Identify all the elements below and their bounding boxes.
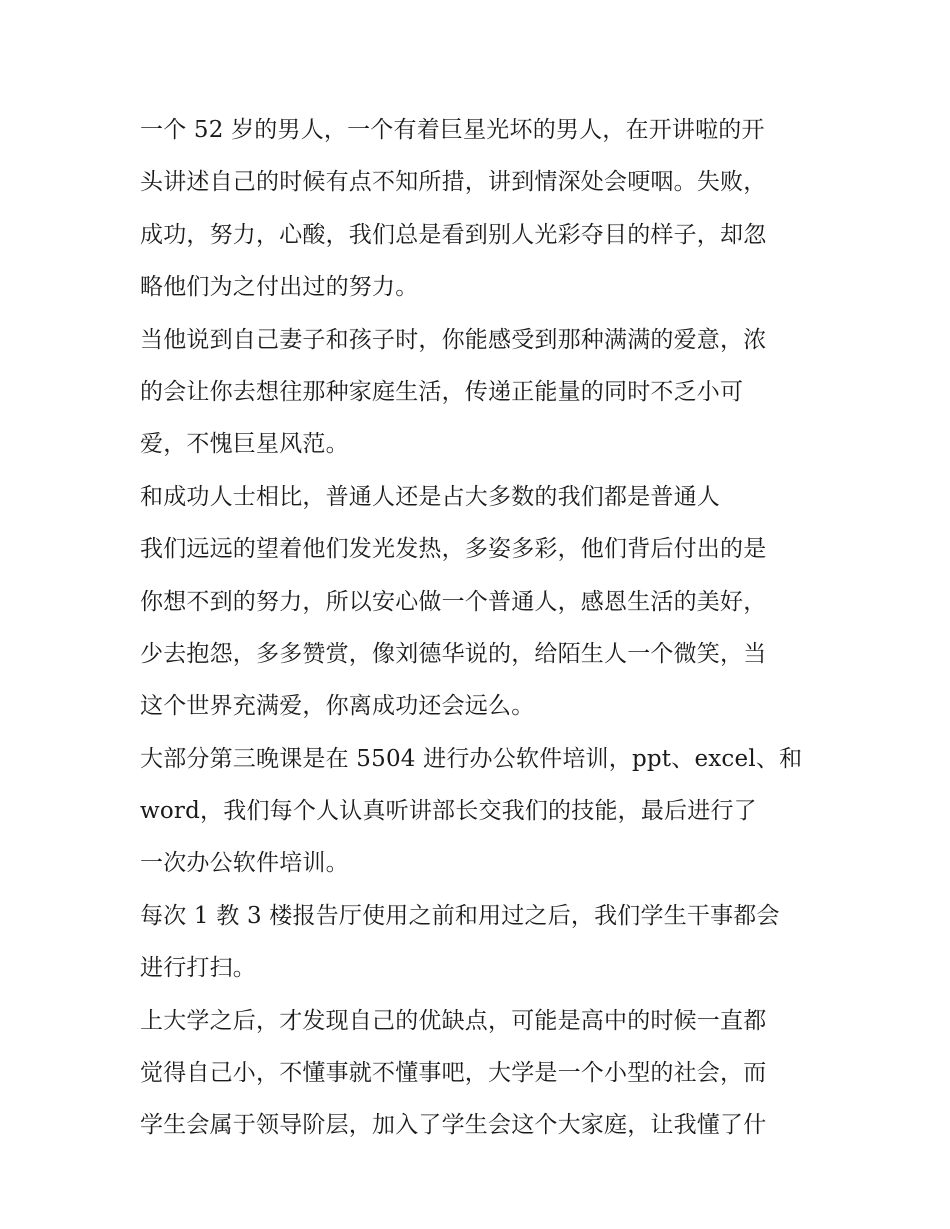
text-line: 爱，不愧巨星风范。 xyxy=(140,431,349,458)
document-body xyxy=(140,108,820,1156)
text-line: 大部分第三晚课是在 5504 进行办公软件培训，ppt、excel、和 xyxy=(140,745,803,772)
text-line: 这个世界充满爱，你离成功还会远么。 xyxy=(140,693,535,720)
text-line: word，我们每个人认真听讲部长交我们的技能，最后进行了 xyxy=(140,798,757,825)
text-line: 学生会属于领导阶层，加入了学生会这个大家庭，让我懂了什 xyxy=(140,1112,767,1139)
text-line: 一次办公软件培训。 xyxy=(140,850,349,877)
text-line: 一个 52 岁的男人，一个有着巨星光坏的男人，在开讲啦的开 xyxy=(140,117,765,143)
text-line: 觉得自己小，不懂事就不懂事吧，大学是一个小型的社会，而 xyxy=(140,1060,767,1087)
text-line: 进行打扫。 xyxy=(140,955,256,982)
text-line: 我们远远的望着他们发光发热，多姿多彩，他们背后付出的是 xyxy=(140,536,767,563)
text-line: 略他们为之付出过的努力。 xyxy=(140,274,419,301)
text-line: 头讲述自己的时候有点不知所措，讲到情深处会哽咽。失败， xyxy=(140,169,767,196)
text-line: 和成功人士相比，普通人还是占大多数的我们都是普通人 xyxy=(140,483,720,510)
text-line: 成功，努力，心酸，我们总是看到别人光彩夺目的样子，却忽 xyxy=(140,221,767,248)
text-line: 每次 1 教 3 楼报告厅使用之前和用过之后，我们学生干事都会 xyxy=(140,902,780,929)
text-line: 少去抱怨，多多赞赏，像刘德华说的，给陌生人一个微笑，当 xyxy=(140,640,767,667)
text-line: 上大学之后，才发现自己的优缺点，可能是高中的时候一直都 xyxy=(140,1007,767,1034)
text-line: 当他说到自己妻子和孩子时，你能感受到那种满满的爱意，浓 xyxy=(140,326,767,353)
text-line: 的会让你去想往那种家庭生活，传递正能量的同时不乏小可 xyxy=(140,378,744,405)
text-line: 你想不到的努力，所以安心做一个普通人，感恩生活的美好， xyxy=(140,588,767,615)
